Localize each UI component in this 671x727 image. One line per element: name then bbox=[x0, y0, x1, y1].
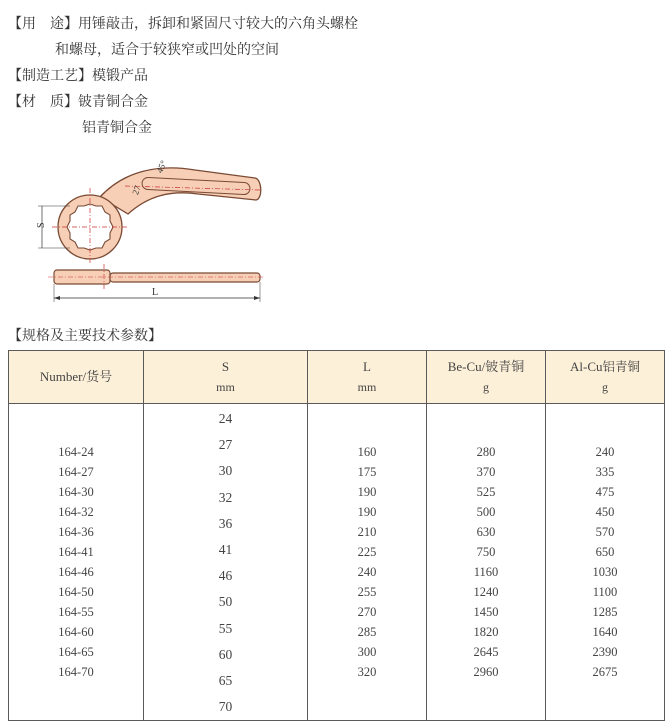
becu-cell: 2960 bbox=[473, 665, 499, 679]
l-cell: 210 bbox=[357, 525, 377, 539]
alcu-cell: 240 bbox=[595, 445, 615, 459]
alcu-column bbox=[546, 404, 665, 721]
size-27-label: 27 bbox=[130, 184, 143, 197]
header-number: Number/货号 bbox=[9, 351, 144, 404]
alcu-cell: 335 bbox=[595, 465, 615, 479]
s-cell: 27 bbox=[218, 437, 233, 453]
l-dimension-label: L bbox=[152, 287, 159, 298]
l-cell: 225 bbox=[357, 545, 377, 559]
alcu-cell: 2675 bbox=[592, 665, 618, 679]
usage-text: 用锤敲击，拆卸和紧固尺寸较大的六角头螺栓 bbox=[78, 16, 358, 32]
header-l: L mm bbox=[308, 351, 427, 404]
alcu-cjk: 铝青铜 bbox=[602, 359, 640, 374]
becu-cell: 500 bbox=[476, 505, 496, 519]
l-cell: 320 bbox=[357, 665, 377, 679]
alcu-cell: 1285 bbox=[592, 605, 618, 619]
becu-cell: 1160 bbox=[473, 565, 499, 579]
s-cell: 36 bbox=[218, 515, 233, 531]
number-cell: 164-65 bbox=[58, 645, 94, 659]
alcu-cell: 475 bbox=[595, 485, 615, 499]
l-cell: 255 bbox=[357, 585, 377, 599]
l-cell: 285 bbox=[357, 625, 377, 639]
becu-cell: 630 bbox=[476, 525, 496, 539]
number-cell: 164-70 bbox=[58, 665, 94, 679]
s-cell: 24 bbox=[218, 411, 233, 426]
number-column bbox=[9, 404, 144, 721]
number-cell: 164-60 bbox=[58, 625, 94, 639]
spec-heading: 【规格及主要技术参数】 bbox=[8, 328, 162, 344]
alcu-cell: 2390 bbox=[592, 645, 618, 659]
s-cell: 46 bbox=[218, 568, 233, 584]
angle-label: 45° bbox=[154, 158, 169, 175]
number-cell: 164-41 bbox=[58, 545, 94, 559]
l-cell: 190 bbox=[357, 485, 377, 499]
number-cell: 164-46 bbox=[58, 565, 94, 579]
s-dimension-label: S bbox=[36, 222, 47, 228]
s-cell: 55 bbox=[218, 620, 233, 636]
becu-cell: 750 bbox=[476, 545, 496, 559]
process-text: 模锻产品 bbox=[92, 68, 148, 84]
number-cell: 164-27 bbox=[58, 465, 94, 479]
table-body-row bbox=[9, 404, 665, 721]
alcu-cell: 1640 bbox=[592, 625, 618, 639]
number-cell: 164-50 bbox=[58, 585, 94, 599]
material-row bbox=[8, 92, 148, 112]
l-cell: 190 bbox=[357, 505, 377, 519]
l-cell: 270 bbox=[357, 605, 377, 619]
usage-label: 【用 途】 bbox=[8, 16, 78, 32]
l-cell: 300 bbox=[357, 645, 377, 659]
number-cell: 164-32 bbox=[58, 505, 94, 519]
process-row bbox=[8, 66, 148, 86]
usage-text-continued: 和螺母，适合于较狭窄或凹处的空间 bbox=[55, 42, 279, 58]
l-cell: 240 bbox=[357, 565, 377, 579]
alcu-cell: 650 bbox=[595, 545, 615, 559]
alcu-cell: 1100 bbox=[592, 585, 618, 599]
process-label: 【制造工艺】 bbox=[8, 68, 92, 84]
becu-cell: 370 bbox=[476, 465, 496, 479]
becu-cell: 280 bbox=[476, 445, 496, 459]
alcu-cell: 1030 bbox=[592, 565, 618, 579]
alcu-prefix: Al-Cu bbox=[569, 359, 603, 374]
s-cell: 32 bbox=[218, 489, 233, 505]
header-alcu: Al-Cu铝青铜 g bbox=[546, 351, 665, 404]
becu-cell: 1240 bbox=[473, 585, 499, 599]
becu-cell: 1450 bbox=[473, 605, 499, 619]
s-cell: 30 bbox=[218, 463, 233, 479]
l-cell: 160 bbox=[357, 445, 377, 459]
material-text: 铍青铜合金 bbox=[78, 94, 148, 110]
header-s: S mm bbox=[144, 351, 308, 404]
s-cell: 70 bbox=[218, 699, 233, 715]
alcu-cell: 450 bbox=[595, 505, 615, 519]
number-cell: 164-30 bbox=[58, 485, 94, 499]
material-text-2: 铝青铜合金 bbox=[82, 120, 152, 136]
number-cell: 164-24 bbox=[58, 445, 94, 459]
becu-cell: 1820 bbox=[473, 625, 499, 639]
becu-cell: 525 bbox=[476, 485, 496, 499]
s-column bbox=[144, 404, 308, 721]
s-cell: 60 bbox=[218, 646, 233, 662]
material-label: 【材 质】 bbox=[8, 94, 78, 110]
wrench-drawing bbox=[30, 152, 270, 312]
l-cell: 175 bbox=[357, 465, 377, 479]
table-header-row bbox=[9, 351, 665, 404]
becu-column bbox=[427, 404, 546, 721]
number-cell: 164-36 bbox=[58, 525, 94, 539]
s-cell: 41 bbox=[218, 541, 233, 557]
s-cell: 65 bbox=[218, 672, 233, 688]
s-cell: 50 bbox=[218, 594, 233, 610]
header-becu: Be-Cu/铍青铜 g bbox=[427, 351, 546, 404]
becu-cell: 2645 bbox=[473, 645, 499, 659]
usage-row bbox=[8, 14, 358, 34]
spec-table bbox=[8, 350, 665, 721]
number-cell: 164-55 bbox=[58, 605, 94, 619]
l-column bbox=[308, 404, 427, 721]
alcu-cell: 570 bbox=[595, 525, 615, 539]
